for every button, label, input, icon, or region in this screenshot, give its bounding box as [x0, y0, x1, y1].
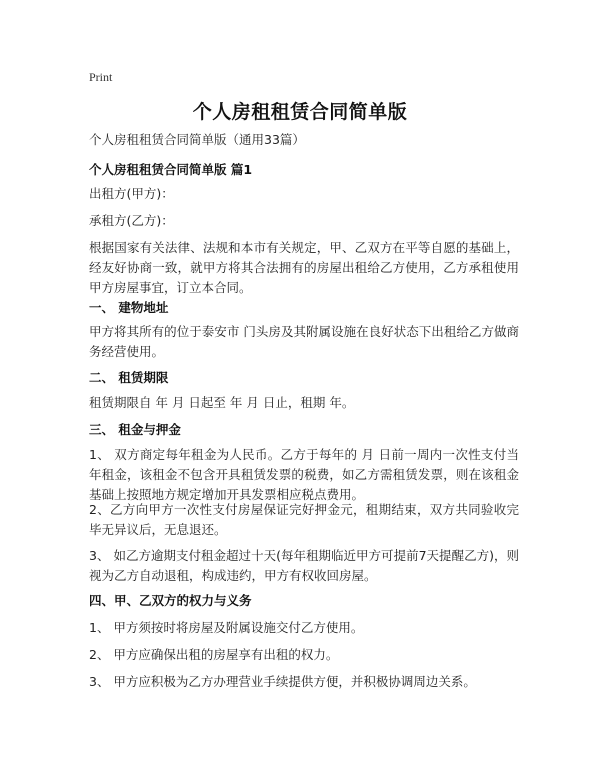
section-paragraph: 2、乙方向甲方一次性支付房屋保证完好押金元，租期结束，双方共同验收完毕无异议后，无息退还。	[89, 502, 519, 537]
section-paragraph: 3、 如乙方逾期支付租金超过十天(每年租期临近甲方可提前7天提醒乙方)，则视为乙方自动退租，构成违约，甲方有权收回房屋。	[89, 548, 519, 583]
lessee-line: 承租方(乙方)：	[89, 213, 174, 228]
document-subtitle: 个人房租租赁合同简单版（通用33篇）	[89, 132, 305, 147]
section-heading: 一、 建物地址	[89, 300, 169, 315]
section-paragraph: 1、 双方商定每年租金为人民币。乙方于每年的 月 日前一周内一次性支付当年租金，该租金不包含开具租赁发票的税费，如乙方需租赁发票，则在该租金基础上按照地方规定增加开具发票相应税点费用。	[89, 447, 519, 502]
section-paragraph: 甲方将其所有的位于泰安市 门头房及其附属设施在良好状态下出租给乙方做商务经营使用。	[89, 324, 519, 359]
section-paragraph: 3、 甲方应积极为乙方办理营业手续提供方便，并积极协调周边关系。	[89, 674, 476, 689]
intro-paragraph: 根据国家有关法律、法规和本市有关规定，甲、乙双方在平等自愿的基础上，经友好协商一致，就甲方将其合法拥有的房屋出租给乙方使用，乙方承租使用甲方房屋事宜，订立本合同。	[89, 240, 519, 295]
section-heading: 三、 租金与押金	[89, 422, 181, 437]
section-paragraph: 1、 甲方须按时将房屋及附属设施交付乙方使用。	[89, 620, 364, 635]
section-paragraph: 2、 甲方应确保出租的房屋享有出租的权力。	[89, 647, 339, 662]
section-paragraph: 租赁期限自 年 月 日起至 年 月 日止，租期 年。	[89, 395, 355, 410]
chapter-heading: 个人房租租赁合同简单版 篇1	[89, 162, 253, 177]
document-title: 个人房租租赁合同简单版	[192, 101, 408, 123]
section-heading: 四、甲、乙双方的权力与义务	[89, 593, 252, 608]
print-link[interactable]: Print	[89, 70, 113, 84]
section-heading: 二、 租赁期限	[89, 370, 169, 385]
lessor-line: 出租方(甲方)：	[89, 186, 174, 201]
